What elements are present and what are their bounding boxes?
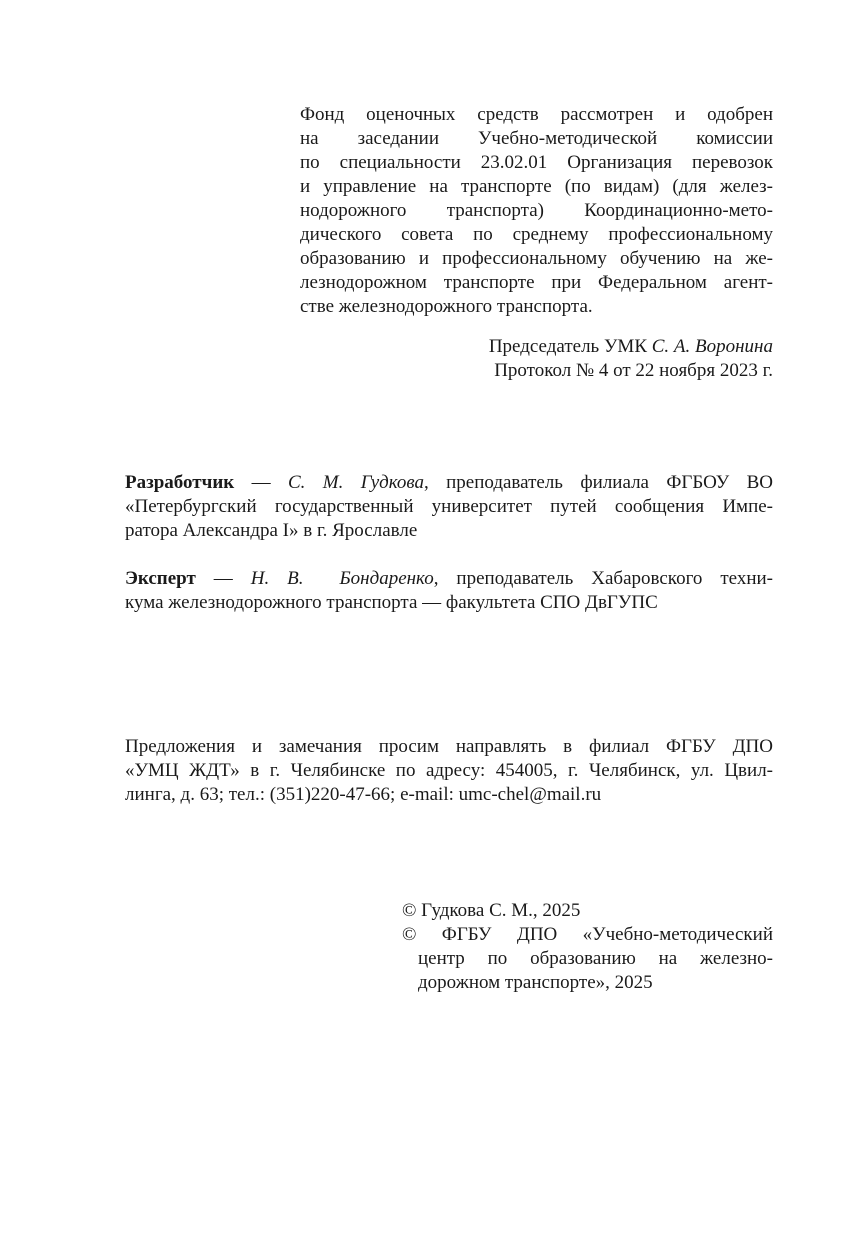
developer-line: ратора Александра I» в г. Ярославле — [125, 520, 418, 541]
approval-line: стве железнодорожного транспорта. — [300, 296, 593, 317]
developer-line — [125, 471, 773, 495]
expert-position: , преподаватель Хабаровского техни- — [433, 568, 773, 589]
developer-line: «Петербургский государственный университет путей сообщения Импе- — [125, 496, 773, 517]
contacts-line: линга, д. 63; тел.: (351)220-47-66; e-mail: umc-chel@mail.ru — [125, 784, 602, 805]
approval-line: образованию и профессиональному обучению на же- — [300, 248, 773, 269]
approval-line: по специальности 23.02.01 Организация перевозок — [300, 152, 773, 173]
chairman-label: Председатель УМК — [488, 336, 647, 357]
contacts-line: Предложения и замечания просим направлять в филиал ФГБУ ДПО — [125, 736, 773, 757]
copyright-author: © Гудкова С. М., 2025 — [402, 900, 581, 921]
copyright-publisher-cont: дорожном транспорте», 2025 — [418, 972, 653, 993]
dash: — — [195, 568, 251, 589]
expert-role: Эксперт — [125, 568, 196, 589]
expert-name: Н. В. Бондаренко — [250, 568, 434, 589]
developer-position: , преподаватель филиала ФГБОУ ВО — [423, 472, 773, 493]
chairman-name: С. А. Воронина — [651, 336, 773, 357]
protocol-line: Протокол № 4 от 22 ноября 2023 г. — [494, 360, 773, 381]
approval-line: нодорожного транспорта) Координационно-мето- — [300, 200, 773, 221]
copyright-publisher: © ФГБУ ДПО «Учебно-методический — [402, 924, 773, 945]
developer-role: Разработчик — [125, 472, 235, 493]
dash: — — [234, 472, 288, 493]
expert-line: кума железнодорожного транспорта — факультета СПО ДвГУПС — [125, 592, 658, 613]
approval-line: Фонд оценочных средств рассмотрен и одобрен — [300, 104, 773, 125]
contacts-line: «УМЦ ЖДТ» в г. Челябинске по адресу: 454005, г. Челябинск, ул. Цвил- — [125, 760, 773, 781]
approval-line: и управление на транспорте (по видам) (для желез- — [300, 176, 773, 197]
approval-line: дического совета по среднему профессиональному — [300, 224, 773, 245]
developer-name: С. М. Гудкова — [287, 472, 424, 493]
chairman-signature — [300, 335, 773, 359]
approval-line: на заседании Учебно-методической комиссии — [300, 128, 773, 149]
copyright-publisher-cont: центр по образованию на железно- — [418, 948, 773, 969]
expert-line — [125, 567, 773, 591]
approval-line: лезнодорожном транспорте при Федеральном агент- — [300, 272, 773, 293]
